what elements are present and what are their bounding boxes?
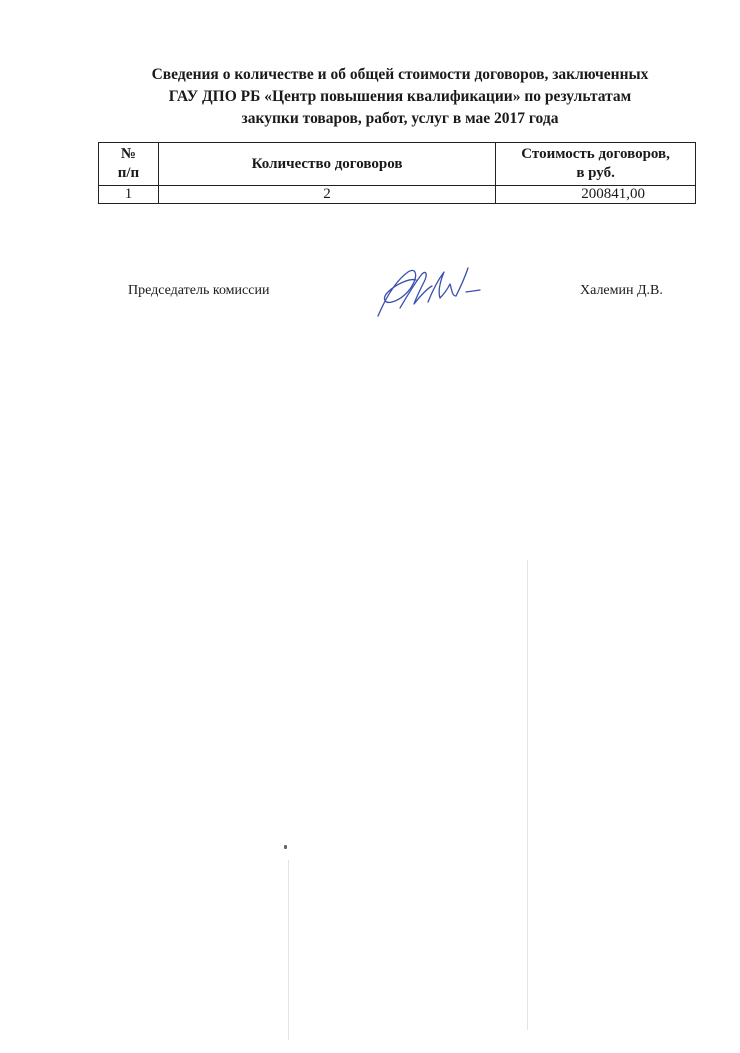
title-line: Сведения о количестве и об общей стоимости договоров, заключенных	[151, 66, 649, 83]
title-line: закупки товаров, работ, услуг в мае 2017 года	[241, 110, 559, 127]
contracts-table	[98, 142, 696, 204]
cell-number: 1	[99, 186, 159, 204]
scan-artifact-line	[288, 860, 289, 1040]
cell-count: 2	[158, 186, 495, 204]
header-cost: Стоимость договоров, в руб.	[496, 143, 696, 186]
cell-cost: 200841,00	[496, 186, 696, 204]
header-number: № п/п	[99, 143, 159, 186]
handwritten-signature	[370, 258, 490, 322]
scan-speck	[284, 845, 287, 849]
document-title	[100, 64, 700, 130]
scan-artifact-line	[527, 560, 528, 1030]
table-header-row	[99, 143, 696, 186]
signature-label: Председатель комиссии	[128, 283, 270, 298]
header-count: Количество договоров	[158, 143, 495, 186]
table-row	[99, 186, 696, 204]
chairman-name: Халемин Д.В.	[580, 283, 663, 298]
title-line: ГАУ ДПО РБ «Центр повышения квалификации» по результатам	[168, 88, 632, 105]
